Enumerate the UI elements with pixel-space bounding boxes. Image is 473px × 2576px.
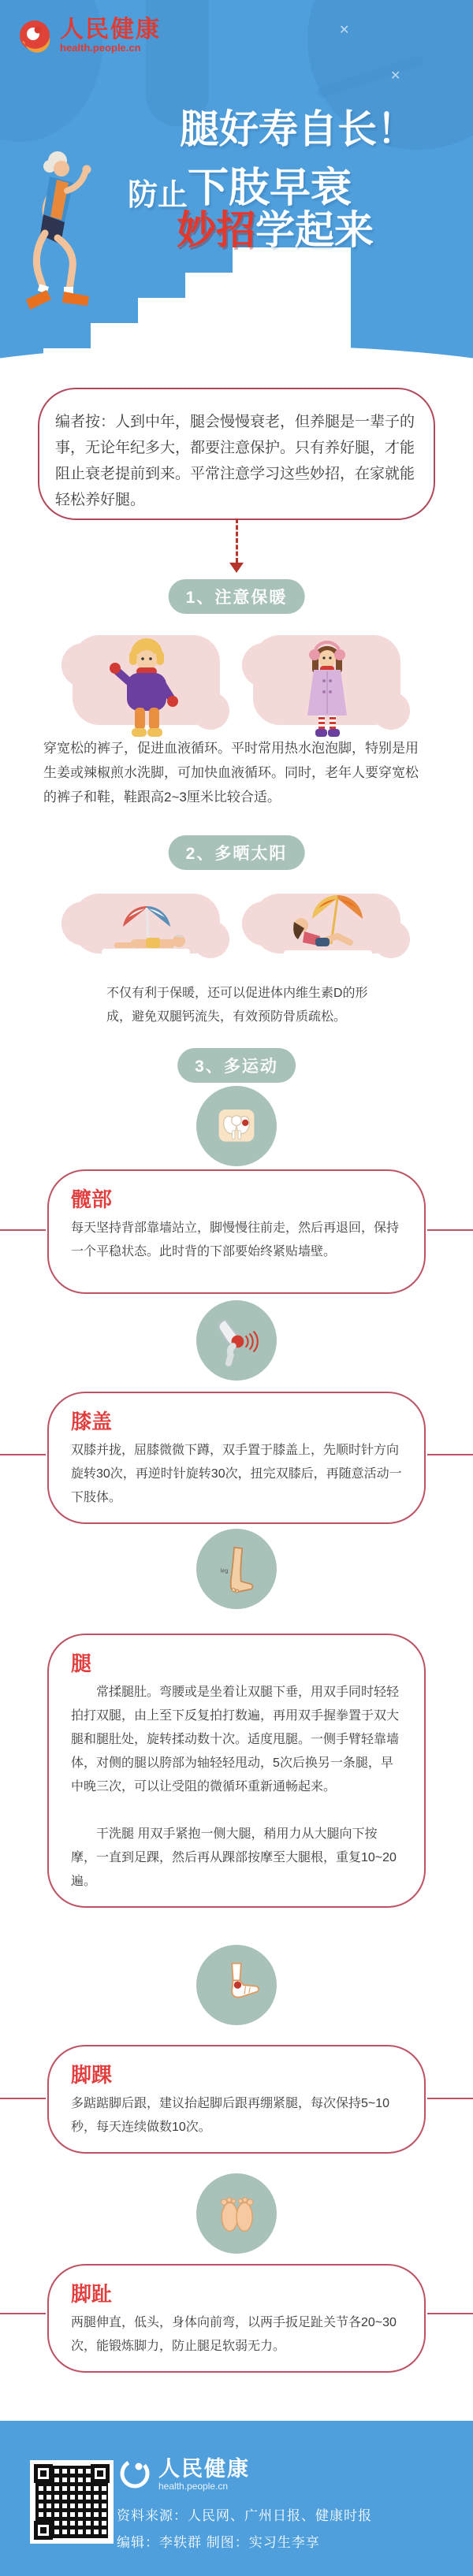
toes-card bbox=[47, 2264, 426, 2373]
hip-card bbox=[47, 1169, 426, 1294]
hero-banner bbox=[0, 0, 473, 370]
qr-code bbox=[30, 2460, 114, 2544]
qr-finder-square bbox=[91, 2464, 110, 2483]
footer-brand-logo bbox=[118, 2457, 250, 2492]
toes-card-text: 两腿伸直，低头，身体向前弯，以两手扳足趾关节各20~30次，能锻炼脚力，防止腿足软弱无力。 bbox=[71, 2316, 397, 2353]
hip-part-circle bbox=[196, 1086, 277, 1166]
section-badge-keep-warm: 1、注意保暖 bbox=[169, 579, 305, 614]
woman-on-lounger-umbrella-icon bbox=[268, 887, 386, 972]
ankle-card-text: 多踮踮脚后跟，建议抬起脚后跟再绷紧腿，每次保持5~10秒，每天连续做数10次。 bbox=[71, 2097, 390, 2134]
winter-clothing-illustrations bbox=[0, 629, 473, 747]
ankle-part-circle bbox=[196, 1945, 277, 2025]
footer-source-line: 资料来源：人民网、广州日报、健康时报 bbox=[117, 2508, 372, 2523]
leg-card-title: 腿 bbox=[71, 1652, 92, 1675]
section-badge-exercise: 3、多运动 bbox=[177, 1048, 296, 1083]
footer-brand-url: health.people.cn bbox=[158, 2481, 229, 2492]
card-side-line bbox=[0, 2313, 46, 2314]
footer bbox=[0, 2421, 473, 2576]
knee-card-text: 双膝并拢，屈膝微微下蹲，双手置于膝盖上，先顺时针方向旋转30次，再逆时针旋转30次，扭完双膝后，再随意活动一下肢体。 bbox=[71, 1444, 402, 1504]
card-side-line bbox=[0, 2098, 46, 2099]
hero-title-line1: 腿好寿自长！ bbox=[180, 107, 416, 151]
card-side-line bbox=[427, 1454, 473, 1455]
boy-in-winter-clothes-icon bbox=[103, 629, 190, 743]
qr-finder-square bbox=[34, 2464, 53, 2483]
card-side-line bbox=[427, 1229, 473, 1231]
keep-warm-paragraph: 穿宽松的裤子，促进血液循环。平时常用热水泡泡脚，特别是用生姜或辣椒煎水洗脚，可加快血液循环。同时，老年人要穿宽松的裤子和鞋，鞋跟高2~3厘米比较合适。 bbox=[43, 741, 419, 805]
editor-note-text: 编者按：人到中年，腿会慢慢衰老，但养腿是一辈子的事，无论年纪多大，都要注意保护。只有养好腿，才能阻止衰老提前到来。平常注意学习这些妙招，在家就能轻松养好腿。 bbox=[55, 414, 415, 508]
sunbathing-illustrations bbox=[0, 887, 473, 976]
elderly-runner-illustration bbox=[12, 148, 116, 325]
leg-card-paragraph-1: 常揉腿肚。弯腰或是坐着让双腿下垂，用双手同时轻轻拍打双腿，由上至下反复拍打数遍，再用双手握拳置于双大腿和腿肚处，旋转揉动数十次。适度甩腿。一侧手臂轻靠墙体，对侧的腿以胯部为轴轻轻甩动，5次后换另一条腿，早中晚三次，可以让受阻的微循环重新通畅起来。 bbox=[71, 1686, 400, 1794]
knee-card bbox=[47, 1392, 426, 1524]
flow-arrow-line bbox=[236, 519, 238, 563]
brand-name: 人民健康 bbox=[60, 17, 161, 43]
leg-card-paragraph-2: 干洗腿 用双手紧抱一侧大腿，稍用力从大腿向下按摩，一直到足踝，然后再从踝部按摩至大腿根，重复10~20遍。 bbox=[71, 1827, 397, 1888]
girl-winter-illustration bbox=[250, 629, 404, 747]
knee-part-circle bbox=[196, 1300, 277, 1381]
hip-joint-icon bbox=[209, 1098, 264, 1154]
people-health-swirl-icon-white bbox=[118, 2457, 151, 2490]
girl-in-winter-coat-icon bbox=[284, 629, 371, 743]
brand-url: health.people.cn bbox=[60, 42, 141, 54]
hero-title-line2: 防止下肢早衰 bbox=[128, 165, 352, 212]
footer-brand-name: 人民健康 bbox=[158, 2457, 250, 2481]
ankle-card-title: 脚踝 bbox=[71, 2063, 113, 2087]
card-side-line bbox=[0, 1229, 46, 1231]
section-badge-sunbathe: 2、多晒太阳 bbox=[169, 835, 305, 870]
editor-note-box bbox=[38, 388, 435, 520]
knee-card-title: 膝盖 bbox=[71, 1410, 113, 1433]
bird-icon: ✕ bbox=[339, 24, 350, 37]
hero-title-line3: 妙招学起来 bbox=[177, 208, 374, 252]
flow-arrow-head-icon bbox=[229, 563, 244, 573]
hip-card-text: 每天坚持背部靠墙站立，脚慢慢往前走，然后再退回，保持一个平稳状态。此时背的下部要始终紧贴墙壁。 bbox=[71, 1221, 400, 1258]
card-side-line bbox=[0, 1454, 46, 1455]
card-side-line bbox=[427, 2098, 473, 2099]
sunbathe-paragraph: 不仅有利于保暖，还可以促进体内维生素D的形成，避免双腿钙流失，有效预防骨质疏松。 bbox=[106, 987, 368, 1024]
man-sunbathing-illustration bbox=[69, 887, 223, 976]
footer-credits-line: 编辑：李轶群 制图：实习生李享 bbox=[117, 2535, 320, 2550]
boy-winter-illustration bbox=[69, 629, 223, 747]
card-side-line bbox=[427, 2313, 473, 2314]
leg-card bbox=[47, 1634, 426, 1908]
toes-icon bbox=[208, 2185, 265, 2242]
toes-part-circle bbox=[196, 2173, 277, 2254]
ankle-card bbox=[47, 2045, 426, 2154]
svg-text:leg: leg bbox=[220, 1567, 229, 1574]
leg-part-circle bbox=[196, 1529, 277, 1609]
qr-finder-square bbox=[34, 2521, 53, 2540]
leg-icon bbox=[208, 1541, 265, 1597]
hip-card-title: 髋部 bbox=[71, 1188, 113, 1211]
ankle-icon bbox=[208, 1957, 265, 2013]
knee-joint-icon bbox=[208, 1312, 265, 1369]
toes-card-title: 脚趾 bbox=[71, 2282, 113, 2306]
man-on-lounger-umbrella-icon bbox=[88, 887, 206, 972]
woman-sunbathing-illustration bbox=[250, 887, 404, 976]
leg-card-text bbox=[71, 1681, 402, 1894]
bird-icon: ✕ bbox=[390, 69, 401, 83]
